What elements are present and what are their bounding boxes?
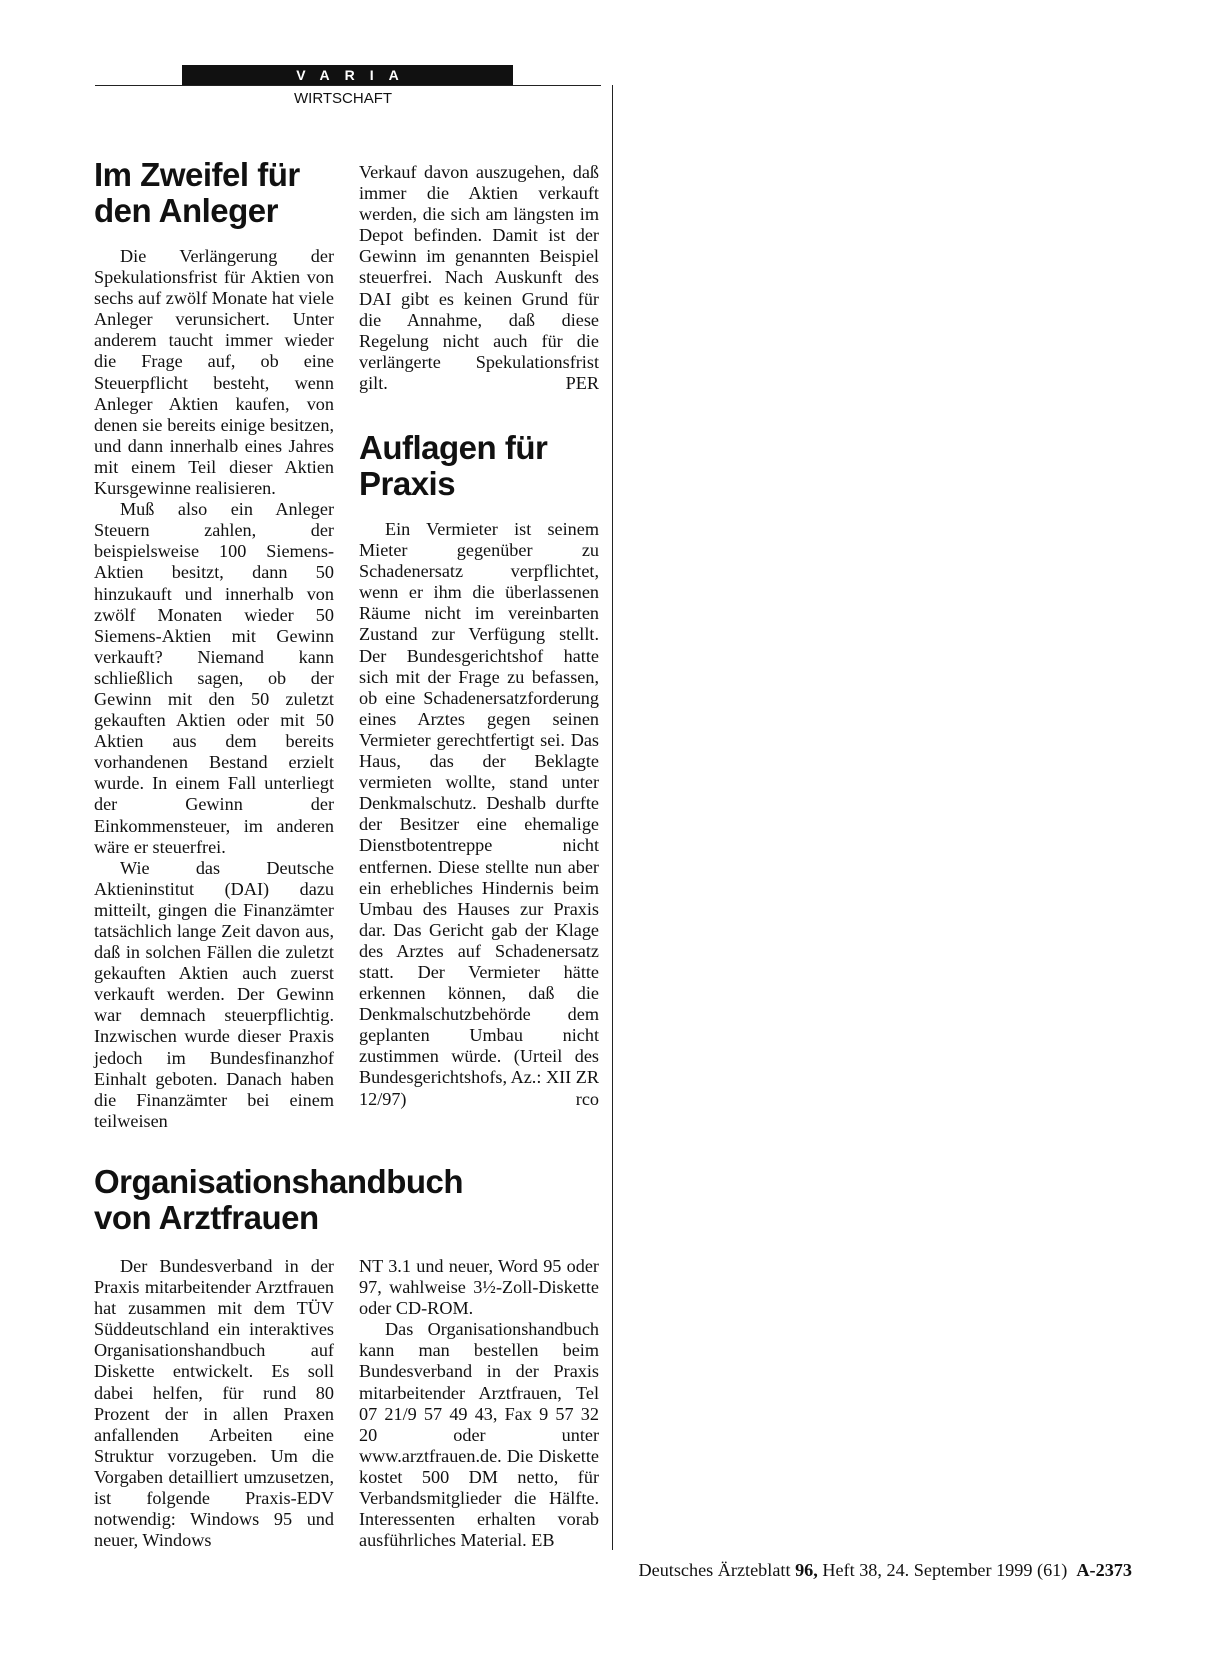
article1-title: Im Zweifel für den Anleger xyxy=(94,156,300,229)
article3-paragraph: NT 3.1 und neuer, Word 95 oder 97, wahlweise 3½-Zoll-Diskette oder CD-ROM. xyxy=(359,1256,599,1319)
article1-paragraph: Verkauf davon auszugehen, daß immer die Aktien verkauft werden, die sich am längsten im Depot befinden. Damit ist der Gewinn im genannten Beispiel steuerfrei. Nach Auskunft des DAI gibt es keinen Grund für die Annahme, daß diese Regelung nicht auch für die verlängerte Spekulationsfrist gilt. PER xyxy=(359,162,599,393)
article3-paragraph: Der Bundesverband in der Praxis mitarbeitender Arztfrauen hat zusammen mit dem TÜV Süddeutschland ein interaktives Organisationshandbuch auf Diskette entwickelt. Es soll dabei helfen, für rund 80 Prozent der in allen Praxen anfallenden Arbeiten eine Struktur vorzugeben. Um die Vorgaben detailliert umzusetzen, ist folgende Praxis-EDV notwendig: Windows 95 und neuer, Windows xyxy=(94,1256,334,1551)
article2-paragraph: Ein Vermieter ist seinem Mieter gegenüber zu Schadenersatz verpflichtet, wenn er ihm die überlassenen Räume nicht im vereinbarten Zustand zur Verfügung stellt. Der Bundesgerichtshof hatte sich mit der Frage zu befassen, ob eine Schadenersatzforderung eines Arztes gegen seinen Vermieter gerechtfertigt sei. Das Haus, das der Beklagte vermieten wollte, stand unter Denkmalschutz. Deshalb durfte der Besitzer eine ehemalige Dienstbotentreppe nicht entfernen. Diese stellte nun aber ein erhebliches Hindernis beim Umbau des Hauses zur Praxis dar. Das Gericht gab der Klage des Arztes auf Schadenersatz statt. Der Vermieter hätte erkennen können, daß die Denkmalschutzbehörde dem geplanten Umbau nicht zustimmen würde. (Urteil des Bundesgerichtshofs, Az.: XII ZR 12/97) rco xyxy=(359,519,599,1109)
article2-column xyxy=(359,519,599,1110)
article3-column1 xyxy=(94,1256,334,1551)
footer-issue: Heft 38, 24. September 1999 (61) xyxy=(822,1560,1068,1580)
page-footer xyxy=(639,1560,1133,1581)
footer-journal: Deutsches Ärzteblatt xyxy=(638,1560,791,1580)
column-divider xyxy=(612,85,613,1550)
section-label: VARIA xyxy=(296,67,414,83)
section-bar xyxy=(182,65,513,86)
article1-paragraph: Die Verlängerung der Spekulationsfrist für Aktien von sechs auf zwölf Monate hat viele Anleger verunsichert. Unter anderem taucht immer wieder die Frage auf, ob eine Steuerpflicht besteht, wenn Anleger Aktien kaufen, von denen sie bereits einige besitzen, und dann innerhalb eines Jahres mit einem Teil dieser Aktien Kursgewinne realisieren. xyxy=(94,246,334,499)
article1-column1 xyxy=(94,246,334,1132)
article2-title: Auflagen für Praxis xyxy=(359,429,548,502)
article1-column2 xyxy=(359,162,599,394)
article2-signature: rco xyxy=(575,1088,599,1109)
footer-page-number: A-2373 xyxy=(1076,1560,1132,1580)
article1-paragraph: Muß also ein Anleger Steuern zahlen, der beispielsweise 100 Siemens-Aktien besitzt, dann 50 hinzukauft und innerhalb von zwölf Monaten wieder 50 Siemens-Aktien mit Gewinn verkauft? Niemand kann schließlich sagen, ob der Gewinn mit den 50 zuletzt gekauften Aktien oder mit 50 Aktien aus dem bereits vorhandenen Bestand erzielt wurde. In einem Fall unterliegt der Gewinn der Einkommensteuer, im anderen wäre er steuerfrei. xyxy=(94,499,334,857)
article3-title: Organisationshandbuch von Arztfrauen xyxy=(94,1163,464,1236)
article3-paragraph: Das Organisationshandbuch kann man bestellen beim Bundesverband in der Praxis mitarbeitender Arztfrauen, Tel 07 21/9 57 49 43, Fax 9 57 32 20 oder unter www.arztfrauen.de. Die Diskette kostet 500 DM netto, für Verbandsmitglieder die Hälfte. Interessenten erhalten vorab ausführliches Material. EB xyxy=(359,1319,599,1551)
header-rule xyxy=(95,85,601,86)
article3-column2 xyxy=(359,1256,599,1551)
subsection-label: WIRTSCHAFT xyxy=(294,90,393,107)
article1-signature: PER xyxy=(565,372,599,393)
article1-paragraph: Wie das Deutsche Aktieninstitut (DAI) dazu mitteilt, gingen die Finanzämter tatsächlich lange Zeit davon aus, daß in solchen Fällen die zuletzt gekauften Aktien auch zuerst verkauft werden. Der Gewinn war demnach steuerpflichtig. Inzwischen wurde dieser Praxis jedoch im Bundesfinanzhof Einhalt geboten. Danach haben die Finanzämter bei einem teilweisen xyxy=(94,857,334,1131)
footer-volume: 96, xyxy=(795,1560,818,1580)
